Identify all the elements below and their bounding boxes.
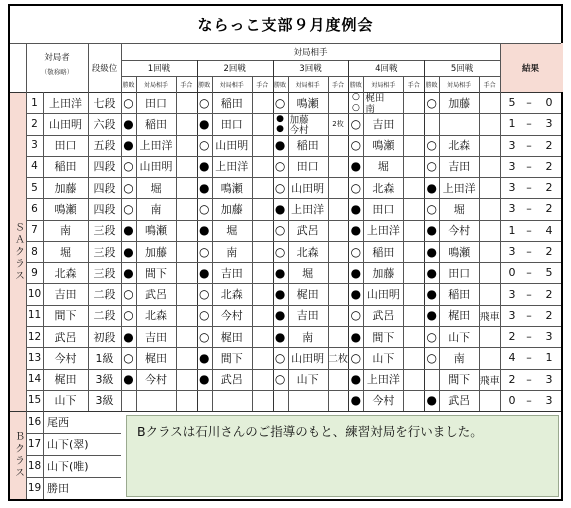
round-header: 1回戦 [147,64,171,74]
result-dash: – [526,245,532,258]
player-name: 加藤 [54,181,77,195]
handicap: 二枚 [327,354,348,366]
opponent-name: 鳴瀬 [145,224,167,238]
result-symbol: ● [123,372,134,387]
round-header: 3回戦 [299,64,322,74]
sa-class-label-text: ＳＡクラス [12,221,24,282]
opponent-name: 山下 [296,373,319,387]
wins-count: 4 [508,351,516,365]
opponent-name: 北森 [448,139,471,153]
result-symbol: ● [199,350,210,365]
handicap-subheader: 手合 [180,81,193,89]
result-symbol: ● [123,138,134,153]
handicap-subheader: 手合 [483,81,496,89]
opponent-name: 吉田 [220,266,243,280]
losses-count: 3 [545,393,553,407]
result-symbol: ○ [426,329,437,344]
wins-count: 2 [508,330,516,344]
result-symbol: ○ [350,116,362,131]
result-symbol: ● [199,159,210,174]
b-class-label [10,411,26,499]
result-symbol: ○ [199,308,210,323]
result-symbol: ● [199,223,210,238]
win-loss-subheader: 勝敗 [122,81,135,89]
result-symbol: ● [426,265,437,280]
result-symbol: ○ [350,308,362,323]
player-name: 山田明 [49,117,82,131]
opponent-name: 田口 [372,202,395,216]
opponent-name: 武呂 [145,288,167,302]
result-dash: – [526,308,532,322]
player-rank: 二段 [93,309,116,323]
result-symbol: ● [274,329,286,344]
opponent-name: 南 [150,202,162,216]
opponent-name: 吉田 [448,160,471,174]
row-number: 19 [27,482,42,494]
losses-count: 4 [545,223,553,237]
results-sheet [8,4,563,501]
result-dash: – [526,223,532,237]
result-symbol: ○ [274,95,286,110]
row-number: 11 [27,309,42,322]
result-dash: – [526,393,532,407]
opponent-name: 堀 [226,224,238,238]
losses-count: 2 [545,287,553,301]
handicap: 飛車 [479,375,500,387]
result-symbol: ○ [123,180,134,195]
result-symbol: ○ [350,350,362,365]
result-symbol: ● [426,223,437,238]
result-symbol: ● [350,265,362,280]
opponent-name: 山下 [372,351,395,365]
opponent-subheader: 対局相手 [371,81,396,89]
opponent-name: 吉田 [296,309,319,323]
result-symbol: ● [276,113,285,124]
result-symbol: ● [123,244,134,259]
player-rank: 六段 [93,117,116,131]
result-symbol: ● [426,287,437,302]
result-dash: – [526,266,532,280]
row-number: 9 [31,266,38,279]
opponent-name: 上田洋 [366,224,400,238]
losses-count: 5 [545,266,553,280]
wins-count: 1 [508,117,516,131]
opponents-header: 対局相手 [293,47,328,58]
player-name: 武呂 [54,330,77,344]
player-rank: 四段 [93,202,116,216]
comment-text: Bクラスは石川さんのご指導のもと、練習対局を行いました。 [137,424,483,439]
win-loss-subheader: 勝敗 [274,81,287,89]
result-dash: – [526,181,532,195]
handicap-subheader: 手合 [331,81,344,89]
opponent-name: 今村 [220,309,243,323]
player-column-subheader: （敬称略） [40,67,74,76]
b-class-label-text: Ｂクラス [12,431,24,479]
losses-count: 1 [545,351,553,365]
losses-count: 3 [545,117,553,131]
result-symbol: ○ [199,138,210,153]
opponent-name: 北森 [145,309,167,323]
opponent-subheader: 対局相手 [219,81,244,89]
wins-count: 0 [508,393,516,407]
result-symbol: ○ [274,159,286,174]
result-symbol: ● [350,393,362,408]
result-symbol: ○ [123,201,134,216]
result-dash: – [526,202,532,216]
result-symbol: ○ [199,244,210,259]
opponent-name: 加藤 [372,266,395,280]
player-name: 北森 [54,266,77,280]
opponent-name: 武呂 [296,224,319,238]
opponent-name: 吉田 [372,117,395,131]
row-number: 17 [27,438,42,450]
wins-count: 3 [508,181,516,195]
result-symbol: ● [274,308,286,323]
player-name: 吉田 [54,288,77,302]
opponent-name: 間下 [372,330,395,344]
result-symbol: ○ [426,138,437,153]
opponent-name: 加藤 [448,96,471,110]
result-symbol: ○ [350,244,362,259]
result-dash: – [526,372,532,386]
result-symbol: ○ [426,95,437,110]
opponent-name: 上田洋 [366,373,400,387]
handicap-subheader: 手合 [256,81,269,89]
opponent-name: 南 [302,330,314,344]
opponent-name: 稲田 [220,96,243,110]
result-dash: – [526,159,532,173]
opponent-subheader: 対局相手 [295,81,320,89]
opponent-name: 堀 [150,181,162,195]
player-rank: 二段 [93,288,116,302]
player-name: 梶田 [54,373,77,387]
result-symbol: ○ [350,138,362,153]
wins-count: 1 [508,223,516,237]
result-symbol: ○ [351,102,360,113]
opponent-name: 鳴瀬 [220,181,243,195]
wins-count: 3 [508,202,516,216]
result-symbol: ○ [199,201,210,216]
result-symbol: ● [123,223,134,238]
round-header: 5回戦 [450,64,474,74]
player-name: 山下(唯) [47,460,89,473]
result-symbol: ○ [274,372,286,387]
opponent-name: 間下 [145,266,167,280]
opponent-name: 山下 [448,330,471,344]
result-symbol: ○ [199,329,210,344]
result-symbol: ● [350,372,362,387]
result-symbol: ● [426,393,437,408]
player-rank: 初段 [93,330,116,344]
row-number: 12 [27,330,42,343]
opponent-name: 鳴瀬 [372,139,395,153]
row-number: 1 [31,96,38,109]
result-symbol: ● [274,265,286,280]
result-symbol: ○ [426,159,437,174]
player-name: 間下 [54,309,77,323]
result-symbol: ○ [199,287,210,302]
opponent-name: 稲田 [145,117,167,131]
row-number: 14 [27,373,42,386]
opponent-name: 武呂 [220,373,243,387]
player-name: 上田洋 [49,96,82,110]
row-number: 2 [31,117,38,130]
row-number: 8 [31,245,38,258]
opponent-name: 山田明 [366,288,400,302]
row-number: 7 [31,224,38,237]
result-symbol: ● [274,201,286,216]
wins-count: 3 [508,245,516,258]
player-rank: 五段 [93,139,116,153]
opponent-name: 山田明 [139,160,173,174]
wins-count: 3 [508,159,516,173]
opponent-name: 今村 [448,224,471,238]
comment-box [126,415,559,497]
player-rank: 三段 [93,224,116,238]
opponent-name: 稲田 [448,288,471,302]
handicap-subheader: 手合 [407,81,420,89]
opponent-name: 上田洋 [139,139,173,153]
wins-count: 3 [508,308,516,322]
opponent-name: 南 [226,245,238,259]
player-rank: 三段 [93,245,116,259]
result-symbol: ● [350,201,362,216]
result-symbol: ○ [426,350,437,365]
player-name: 南 [60,224,71,238]
result-symbol: ○ [274,180,286,195]
result-symbol: ● [276,124,285,135]
result-symbol: ● [199,180,210,195]
result-symbol: ● [123,265,134,280]
result-symbol: ● [123,329,134,344]
losses-count: 2 [545,245,553,258]
opponent-name: 上田洋 [291,202,325,216]
opponent-name: 稲田 [372,245,395,259]
result-symbol: ○ [274,244,286,259]
player-name: 堀 [60,245,71,259]
opponent-name: 山田明 [215,139,249,153]
result-symbol: ● [199,265,210,280]
opponent-name: 加藤 [289,114,309,124]
row-number: 6 [31,202,38,215]
player-name: 今村 [54,351,77,365]
result-symbol: ● [199,116,210,131]
player-rank: 3級 [95,373,114,387]
result-symbol: ● [426,244,437,259]
result-symbol: ● [199,372,210,387]
row-number: 10 [27,288,42,301]
player-rank: 3級 [95,394,114,408]
result-symbol: ○ [199,95,210,110]
player-name: 尾西 [47,416,69,429]
page-title: ならっこ支部９月度例会 [197,16,374,34]
opponent-name: 南 [365,103,375,114]
opponent-name: 堀 [453,202,465,216]
result-symbol: ○ [351,92,360,103]
win-loss-subheader: 勝敗 [198,81,211,89]
opponent-name: 田口 [220,117,243,131]
losses-count: 2 [545,181,553,195]
opponent-name: 山田明 [291,181,325,195]
player-name: 勝田 [47,482,69,495]
result-symbol: ○ [274,350,286,365]
losses-count: 0 [545,96,553,110]
opponent-name: 梶田 [365,93,385,103]
result-dash: – [526,351,532,365]
opponent-name: 加藤 [220,202,243,216]
opponent-name: 今村 [145,373,167,387]
opponent-name: 武呂 [372,309,395,323]
opponent-name: 吉田 [145,330,167,344]
opponent-name: 山田明 [291,351,325,365]
player-name: 鳴瀬 [54,202,77,216]
opponent-name: 梶田 [220,330,243,344]
player-name: 山下 [54,394,77,408]
losses-count: 2 [545,202,553,216]
round-header: 2回戦 [223,64,246,74]
player-rank: 四段 [93,181,116,195]
result-symbol: ○ [123,287,134,302]
wins-count: 0 [508,266,516,280]
handicap: 飛車 [479,311,500,323]
result-symbol: ○ [123,308,134,323]
player-rank: 四段 [93,160,116,174]
result-symbol: ○ [123,350,134,365]
result-symbol: ● [426,180,437,195]
opponent-name: 田口 [296,160,319,174]
result-dash: – [526,330,532,344]
result-symbol: ● [350,159,362,174]
result-symbol: ○ [426,201,437,216]
player-column-header: 対局者 [44,53,70,63]
opponent-name: 間下 [220,351,243,365]
result-symbol: ○ [350,180,362,195]
row-number: 5 [31,181,38,194]
opponent-name: 北森 [220,288,243,302]
opponent-name: 間下 [448,373,471,387]
opponent-name: 田口 [448,266,471,280]
result-dash: – [526,287,532,301]
opponent-name: 今村 [372,394,395,408]
opponent-name: 上田洋 [215,160,249,174]
win-loss-subheader: 勝敗 [349,81,362,89]
result-symbol: ○ [123,95,134,110]
opponent-name: 加藤 [145,245,167,259]
handicap: 2枚 [332,119,344,128]
row-number: 3 [31,139,38,152]
row-number: 16 [27,416,42,428]
opponent-name: 北森 [296,245,319,259]
losses-count: 2 [545,159,553,173]
win-loss-subheader: 勝敗 [425,81,438,89]
rank-column-header: 段級位 [91,63,118,74]
sa-class-label [10,92,26,411]
result-symbol: ● [350,329,362,344]
wins-count: 3 [508,138,516,152]
results-header: 結果 [521,63,539,74]
result-symbol: ● [350,223,362,238]
row-number: 15 [27,394,42,407]
opponent-name: 梶田 [296,288,319,302]
opponent-name: 鳴瀬 [296,96,319,110]
player-name: 田口 [54,139,77,153]
opponent-name: 堀 [377,160,389,174]
losses-count: 2 [545,308,553,322]
opponent-name: 堀 [302,266,314,280]
opponent-name: 武呂 [448,394,471,408]
losses-count: 3 [545,330,553,344]
player-name: 山下(翠) [47,438,89,451]
player-rank: 七段 [93,96,116,110]
result-symbol: ● [274,138,286,153]
opponent-name: 田口 [145,96,167,110]
opponent-subheader: 対局相手 [143,81,168,89]
opponent-name: 上田洋 [442,181,476,195]
result-symbol: ● [350,287,362,302]
wins-count: 5 [508,96,516,110]
opponent-name: 北森 [372,181,395,195]
result-symbol: ○ [123,159,134,174]
losses-count: 3 [545,372,553,386]
opponent-subheader: 対局相手 [447,81,472,89]
round-header: 4回戦 [375,64,398,74]
player-rank: 三段 [93,266,116,280]
opponent-name: 梶田 [448,309,471,323]
losses-count: 2 [545,138,553,152]
player-name: 稲田 [54,160,77,174]
wins-count: 2 [508,372,516,386]
result-dash: – [526,117,532,131]
result-dash: – [526,96,532,110]
opponent-name: 今村 [289,125,309,135]
result-symbol: ○ [274,223,286,238]
row-number: 13 [27,351,42,364]
result-symbol: ● [426,308,437,323]
result-symbol: ● [274,287,286,302]
result-symbol: ● [123,116,134,131]
row-number: 18 [27,460,42,472]
result-dash: – [526,138,532,152]
wins-count: 3 [508,287,516,301]
opponent-name: 稲田 [296,139,319,153]
player-rank: 1級 [95,351,114,365]
opponent-name: 鳴瀬 [448,245,471,259]
row-number: 4 [31,160,38,173]
opponent-name: 梶田 [145,351,167,365]
opponent-name: 南 [453,351,465,365]
